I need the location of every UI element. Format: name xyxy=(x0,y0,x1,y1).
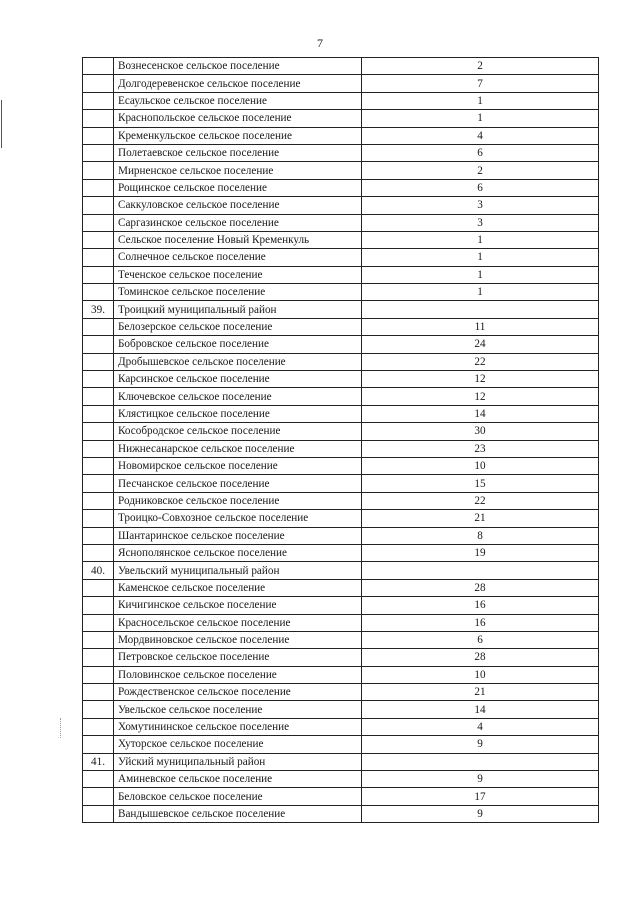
settlement-name: Мирненское сельское поселение xyxy=(114,162,362,179)
settlement-name: Шантаринское сельское поселение xyxy=(114,527,362,544)
row-number xyxy=(83,510,114,527)
settlement-name: Аминевское сельское поселение xyxy=(114,771,362,788)
row-number xyxy=(83,597,114,614)
settlement-value: 12 xyxy=(362,388,599,405)
table-row xyxy=(83,614,599,631)
district-row xyxy=(83,753,599,770)
table-row xyxy=(83,371,599,388)
settlement-value: 10 xyxy=(362,666,599,683)
settlement-name: Вознесенское сельское поселение xyxy=(114,58,362,75)
settlement-name: Бобровское сельское поселение xyxy=(114,336,362,353)
row-number xyxy=(83,440,114,457)
row-number xyxy=(83,197,114,214)
table-row xyxy=(83,179,599,196)
settlement-name: Дробышевское сельское поселение xyxy=(114,353,362,370)
row-number xyxy=(83,110,114,127)
table-row xyxy=(83,805,599,822)
table-row xyxy=(83,771,599,788)
table-row xyxy=(83,457,599,474)
table-row xyxy=(83,214,599,231)
settlement-name: Новомирское сельское поселение xyxy=(114,457,362,474)
settlement-name: Кичигинское сельское поселение xyxy=(114,597,362,614)
settlement-value: 16 xyxy=(362,614,599,631)
row-number xyxy=(83,353,114,370)
settlement-name: Петровское сельское поселение xyxy=(114,649,362,666)
table-row xyxy=(83,405,599,422)
table-row xyxy=(83,440,599,457)
settlement-name: Увельский муниципальный район xyxy=(114,562,362,579)
table-row xyxy=(83,110,599,127)
row-number xyxy=(83,388,114,405)
settlement-name: Хуторское сельское поселение xyxy=(114,736,362,753)
settlement-name: Краснопольское сельское поселение xyxy=(114,110,362,127)
settlement-name: Каменское сельское поселение xyxy=(114,579,362,596)
district-row xyxy=(83,301,599,318)
settlement-value: 1 xyxy=(362,110,599,127)
table-row xyxy=(83,388,599,405)
table-row xyxy=(83,58,599,75)
table-row xyxy=(83,249,599,266)
settlement-value: 6 xyxy=(362,631,599,648)
table-row xyxy=(83,701,599,718)
row-number xyxy=(83,284,114,301)
row-number xyxy=(83,579,114,596)
table-row xyxy=(83,75,599,92)
settlement-value: 6 xyxy=(362,144,599,161)
table-row xyxy=(83,666,599,683)
settlement-value: 8 xyxy=(362,527,599,544)
settlement-name: Вандышевское сельское поселение xyxy=(114,805,362,822)
settlement-value: 1 xyxy=(362,284,599,301)
settlement-value: 2 xyxy=(362,162,599,179)
settlement-name: Троицко-Совхозное сельское поселение xyxy=(114,510,362,527)
settlement-name: Половинское сельское поселение xyxy=(114,666,362,683)
row-number xyxy=(83,527,114,544)
row-number xyxy=(83,788,114,805)
table-row xyxy=(83,318,599,335)
row-number xyxy=(83,701,114,718)
settlement-value: 22 xyxy=(362,353,599,370)
row-number xyxy=(83,266,114,283)
settlement-name: Красносельское сельское поселение xyxy=(114,614,362,631)
row-number xyxy=(83,127,114,144)
settlement-name: Саргазинское сельское поселение xyxy=(114,214,362,231)
row-number xyxy=(83,162,114,179)
settlement-name: Клястицкое сельское поселение xyxy=(114,405,362,422)
row-number xyxy=(83,614,114,631)
settlement-value: 1 xyxy=(362,249,599,266)
settlement-name: Беловское сельское поселение xyxy=(114,788,362,805)
settlement-value: 6 xyxy=(362,179,599,196)
row-number xyxy=(83,544,114,561)
table-row xyxy=(83,527,599,544)
settlement-value: 9 xyxy=(362,736,599,753)
settlement-value: 15 xyxy=(362,475,599,492)
settlement-name: Солнечное сельское поселение xyxy=(114,249,362,266)
row-number xyxy=(83,492,114,509)
row-number xyxy=(83,666,114,683)
row-number xyxy=(83,144,114,161)
row-number xyxy=(83,336,114,353)
settlement-value: 21 xyxy=(362,510,599,527)
scan-margin-mark xyxy=(1,100,2,148)
settlement-value: 12 xyxy=(362,371,599,388)
row-number xyxy=(83,58,114,75)
settlements-table-body xyxy=(83,58,599,823)
table-row xyxy=(83,544,599,561)
settlement-name: Сельское поселение Новый Кременкуль xyxy=(114,231,362,248)
settlement-value: 30 xyxy=(362,423,599,440)
settlement-value: 22 xyxy=(362,492,599,509)
table-row xyxy=(83,631,599,648)
table-row xyxy=(83,197,599,214)
settlement-name: Троицкий муниципальный район xyxy=(114,301,362,318)
settlement-value xyxy=(362,301,599,318)
scan-margin-dots xyxy=(60,718,65,738)
row-number xyxy=(83,214,114,231)
settlement-value: 1 xyxy=(362,92,599,109)
table-row xyxy=(83,231,599,248)
settlement-name: Рощинское сельское поселение xyxy=(114,179,362,196)
page-number: 7 xyxy=(317,36,323,50)
row-number xyxy=(83,718,114,735)
district-row xyxy=(83,562,599,579)
settlement-name: Увельское сельское поселение xyxy=(114,701,362,718)
table-row xyxy=(83,684,599,701)
row-number xyxy=(83,371,114,388)
row-number xyxy=(83,771,114,788)
row-number: 40. xyxy=(83,562,114,579)
settlement-name: Ключевское сельское поселение xyxy=(114,388,362,405)
row-number xyxy=(83,805,114,822)
settlement-name: Хомутининское сельское поселение xyxy=(114,718,362,735)
row-number xyxy=(83,179,114,196)
table-row xyxy=(83,127,599,144)
settlement-name: Долгодеревенское сельское поселение xyxy=(114,75,362,92)
row-number xyxy=(83,405,114,422)
settlement-name: Песчанское сельское поселение xyxy=(114,475,362,492)
row-number xyxy=(83,318,114,335)
settlement-value: 16 xyxy=(362,597,599,614)
settlement-value: 10 xyxy=(362,457,599,474)
table-row xyxy=(83,423,599,440)
settlement-name: Карсинское сельское поселение xyxy=(114,371,362,388)
settlement-name: Полетаевское сельское поселение xyxy=(114,144,362,161)
settlement-name: Родниковское сельское поселение xyxy=(114,492,362,509)
settlement-value: 9 xyxy=(362,771,599,788)
table-row xyxy=(83,336,599,353)
settlement-value: 21 xyxy=(362,684,599,701)
settlement-value xyxy=(362,562,599,579)
table-row xyxy=(83,144,599,161)
settlement-name: Теченское сельское поселение xyxy=(114,266,362,283)
table-row xyxy=(83,266,599,283)
settlement-value: 3 xyxy=(362,197,599,214)
settlement-name: Кременкульское сельское поселение xyxy=(114,127,362,144)
settlement-value: 3 xyxy=(362,214,599,231)
table-row xyxy=(83,788,599,805)
settlement-value: 28 xyxy=(362,579,599,596)
settlement-value: 28 xyxy=(362,649,599,666)
table-row xyxy=(83,579,599,596)
row-number xyxy=(83,684,114,701)
settlement-name: Уйский муниципальный район xyxy=(114,753,362,770)
settlement-value: 14 xyxy=(362,701,599,718)
row-number: 41. xyxy=(83,753,114,770)
settlements-table xyxy=(82,57,599,823)
table-row xyxy=(83,162,599,179)
table-row xyxy=(83,597,599,614)
settlement-value: 17 xyxy=(362,788,599,805)
settlement-value: 24 xyxy=(362,336,599,353)
table-row xyxy=(83,284,599,301)
table-row xyxy=(83,718,599,735)
settlement-name: Яснополянское сельское поселение xyxy=(114,544,362,561)
table-row xyxy=(83,353,599,370)
settlement-value: 14 xyxy=(362,405,599,422)
settlement-name: Кособродское сельское поселение xyxy=(114,423,362,440)
settlement-name: Томинское сельское поселение xyxy=(114,284,362,301)
settlement-value: 23 xyxy=(362,440,599,457)
settlement-value: 1 xyxy=(362,266,599,283)
settlement-name: Нижнесанарское сельское поселение xyxy=(114,440,362,457)
row-number xyxy=(83,423,114,440)
row-number xyxy=(83,475,114,492)
row-number xyxy=(83,649,114,666)
table-row xyxy=(83,510,599,527)
settlement-value: 7 xyxy=(362,75,599,92)
settlement-name: Есаульское сельское поселение xyxy=(114,92,362,109)
settlement-value: 9 xyxy=(362,805,599,822)
table-row xyxy=(83,475,599,492)
settlement-value: 19 xyxy=(362,544,599,561)
row-number: 39. xyxy=(83,301,114,318)
settlement-value: 4 xyxy=(362,127,599,144)
table-row xyxy=(83,649,599,666)
row-number xyxy=(83,249,114,266)
row-number xyxy=(83,92,114,109)
row-number xyxy=(83,231,114,248)
settlement-name: Рождественское сельское поселение xyxy=(114,684,362,701)
settlement-name: Белозерское сельское поселение xyxy=(114,318,362,335)
settlement-value: 4 xyxy=(362,718,599,735)
settlement-value: 2 xyxy=(362,58,599,75)
row-number xyxy=(83,457,114,474)
table-row xyxy=(83,92,599,109)
settlement-name: Саккуловское сельское поселение xyxy=(114,197,362,214)
row-number xyxy=(83,736,114,753)
table-row xyxy=(83,492,599,509)
table-row xyxy=(83,736,599,753)
row-number xyxy=(83,631,114,648)
settlement-value: 1 xyxy=(362,231,599,248)
settlement-value xyxy=(362,753,599,770)
row-number xyxy=(83,75,114,92)
settlement-name: Мордвиновское сельское поселение xyxy=(114,631,362,648)
settlement-value: 11 xyxy=(362,318,599,335)
